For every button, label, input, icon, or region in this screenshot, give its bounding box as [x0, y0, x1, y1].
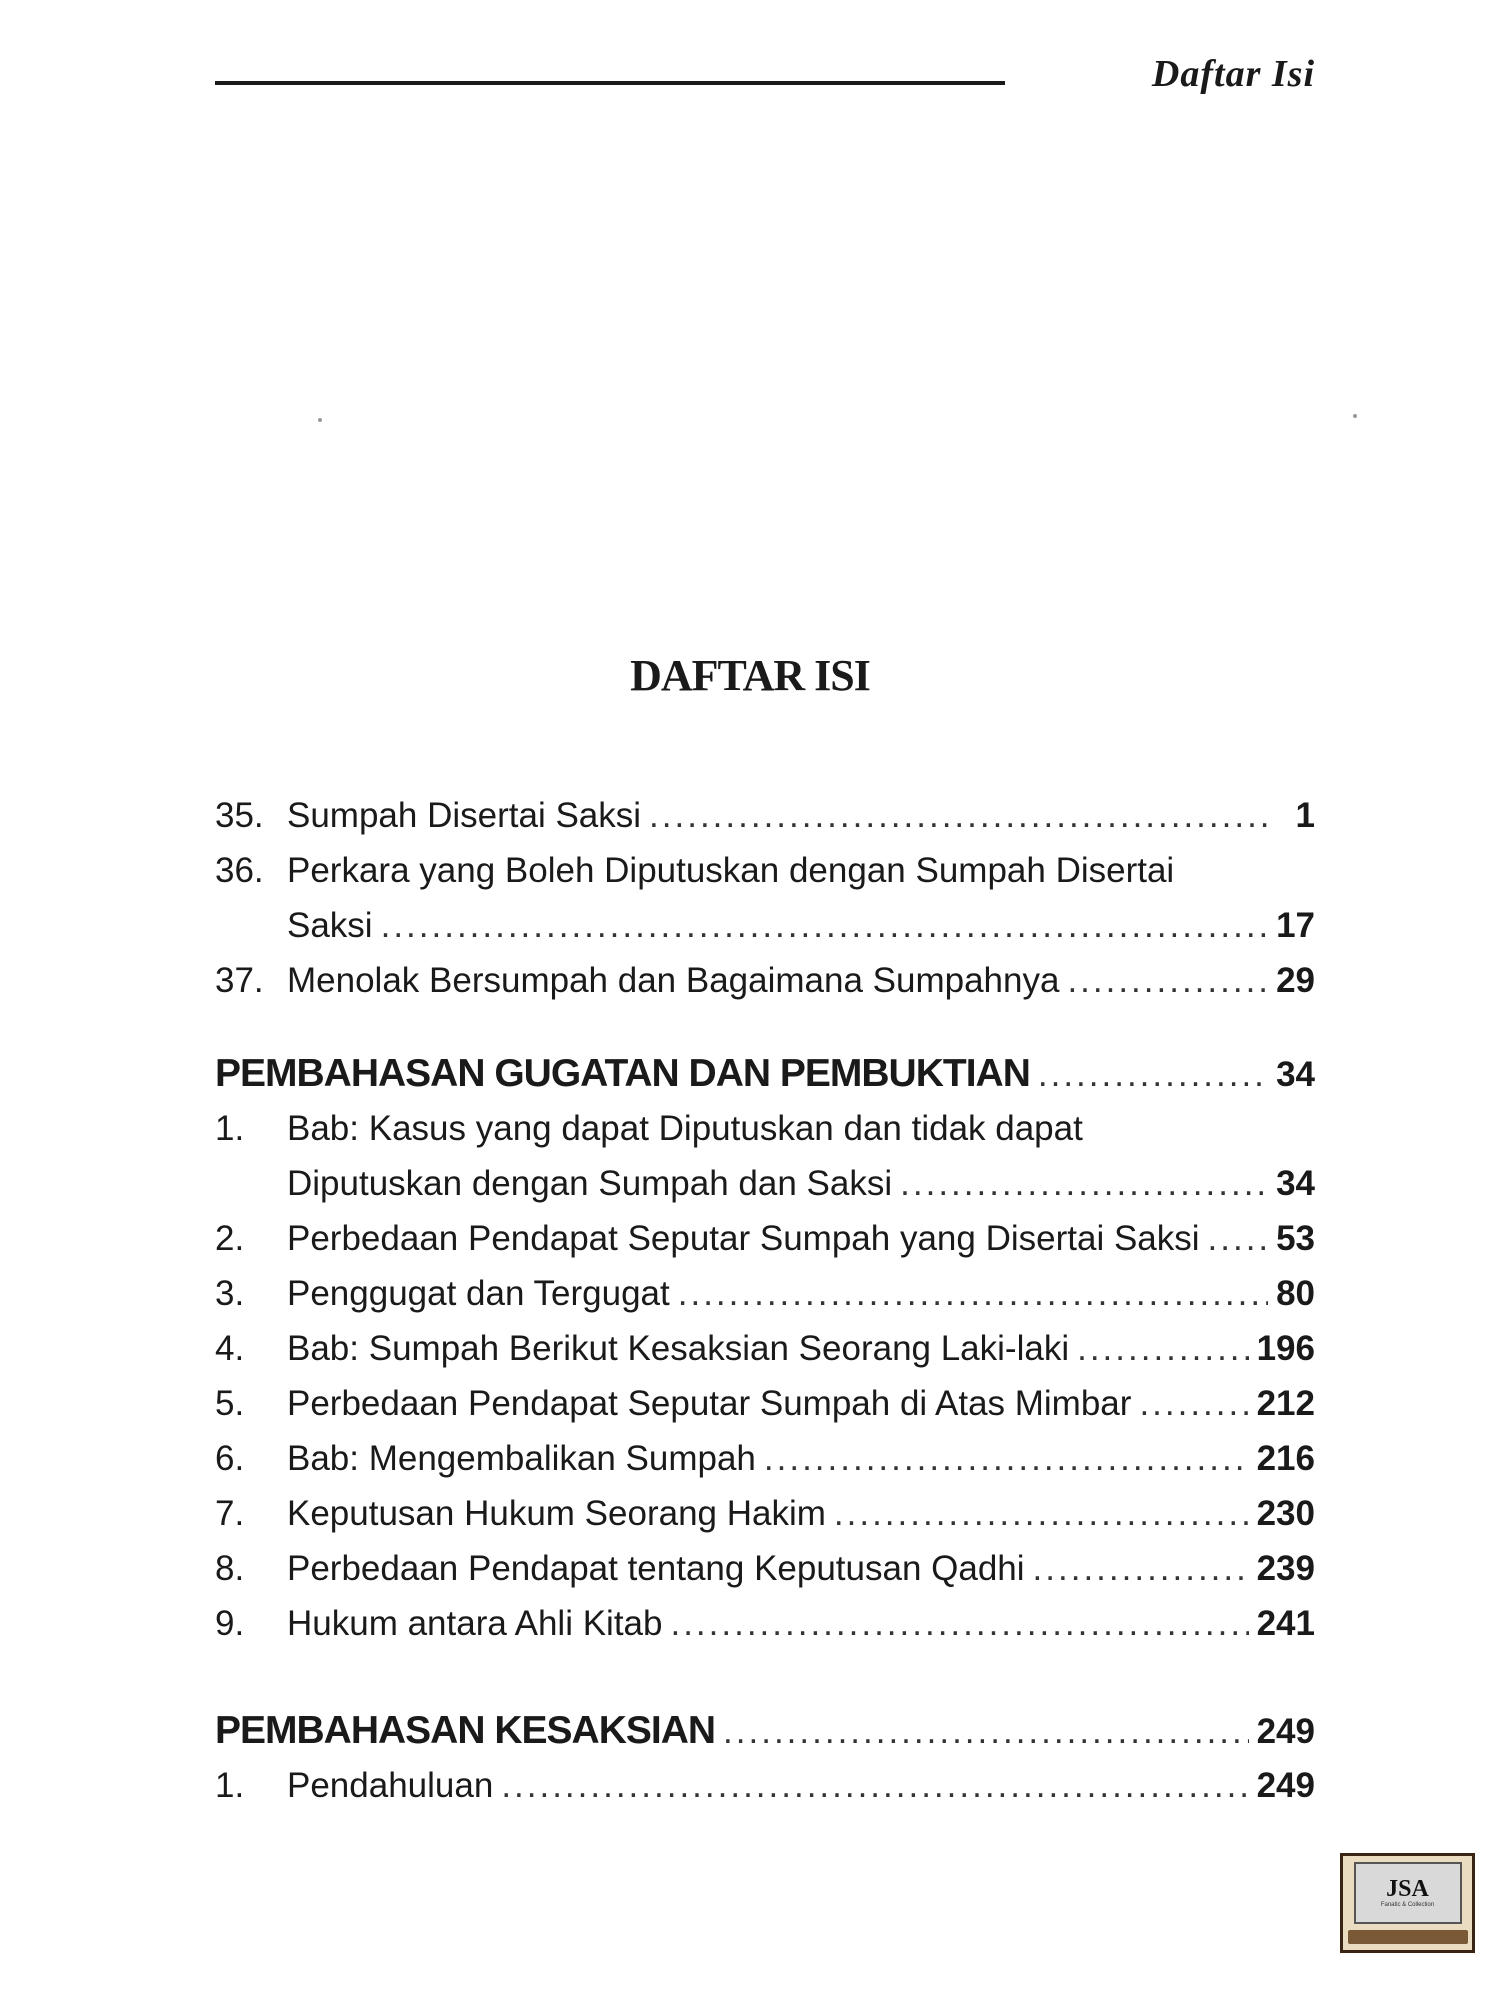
dot-leader — [1139, 1376, 1248, 1431]
dot-leader — [834, 1486, 1249, 1541]
entry-label: Perkara yang Boleh Diputuskan dengan Sumpah Disertai — [287, 851, 1175, 890]
logo-base — [1348, 1930, 1468, 1944]
section-heading-kesaksian[interactable] — [215, 1703, 1315, 1758]
entry-page: 196 — [1256, 1329, 1315, 1368]
entry-page: 80 — [1276, 1274, 1315, 1313]
entry-number: 37. — [215, 961, 264, 1000]
entry-page: 17 — [1276, 906, 1315, 945]
jsa-logo — [1340, 1853, 1475, 1953]
header-rule — [215, 81, 1005, 85]
entry-page: 53 — [1276, 1219, 1315, 1258]
entry-label: Perbedaan Pendapat Seputar Sumpah di Atas Mimbar — [287, 1384, 1132, 1423]
entry-label: Diputuskan dengan Sumpah dan Saksi — [287, 1164, 893, 1203]
dot-leader — [1038, 1047, 1268, 1102]
entry-label: Bab: Mengembalikan Sumpah — [287, 1439, 756, 1478]
entry-number: 9. — [215, 1604, 245, 1643]
toc-entry-g8[interactable] — [215, 1541, 1315, 1596]
entry-page: 34 — [1276, 1164, 1315, 1203]
dot-leader — [649, 788, 1273, 843]
entry-label: Keputusan Hukum Seorang Hakim — [287, 1494, 826, 1533]
toc-entry-k1[interactable] — [215, 1758, 1315, 1813]
toc-entry-g2[interactable] — [215, 1211, 1315, 1266]
section-page: 34 — [1276, 1055, 1315, 1094]
page-title: DAFTAR ISI — [630, 651, 870, 700]
entry-number: 8. — [215, 1549, 245, 1588]
toc-entry-35[interactable] — [215, 788, 1315, 843]
entry-number: 6. — [215, 1439, 245, 1478]
toc-entry-36[interactable] — [215, 843, 1315, 898]
entry-number: 36. — [215, 851, 264, 890]
entry-number: 1. — [215, 1766, 245, 1805]
entry-number: 2. — [215, 1219, 245, 1258]
toc-entry-36-continued[interactable] — [215, 898, 1315, 953]
entry-page: 29 — [1276, 961, 1315, 1000]
dot-leader — [1208, 1211, 1269, 1266]
toc-entry-37[interactable] — [215, 953, 1315, 1008]
entry-label: Penggugat dan Tergugat — [287, 1274, 670, 1313]
entry-page: 239 — [1256, 1549, 1315, 1588]
entry-label: Bab: Kasus yang dapat Diputuskan dan tidak dapat — [287, 1109, 1083, 1148]
logo-subtitle: Fanatic & Collection — [1380, 1902, 1435, 1908]
dot-leader — [1067, 953, 1268, 1008]
entry-number: 7. — [215, 1494, 245, 1533]
section-title: PEMBAHASAN KESAKSIAN — [215, 1709, 716, 1752]
entry-label: Hukum antara Ahli Kitab — [287, 1604, 663, 1643]
entry-number: 35. — [215, 796, 264, 835]
section-page: 249 — [1256, 1712, 1315, 1751]
dot-leader — [678, 1266, 1268, 1321]
toc-entry-g3[interactable] — [215, 1266, 1315, 1321]
section-title: PEMBAHASAN GUGATAN DAN PEMBUKTIAN — [215, 1052, 1030, 1095]
toc-entry-g1[interactable] — [215, 1101, 1315, 1156]
running-header — [215, 52, 1315, 112]
toc-entry-g6[interactable] — [215, 1431, 1315, 1486]
toc-entry-g9[interactable] — [215, 1596, 1315, 1651]
entry-number: 4. — [215, 1329, 245, 1368]
entry-label: Perbedaan Pendapat tentang Keputusan Qadhi — [287, 1549, 1025, 1588]
entry-page: 1 — [1295, 796, 1315, 835]
table-of-contents — [215, 788, 1315, 1813]
dot-leader — [1033, 1541, 1249, 1596]
entry-page: 216 — [1256, 1439, 1315, 1478]
entry-page: 212 — [1256, 1384, 1315, 1423]
entry-number: 1. — [215, 1109, 245, 1148]
logo-text: JSA — [1386, 1876, 1429, 1902]
toc-entry-g4[interactable] — [215, 1321, 1315, 1376]
dot-leader — [900, 1156, 1268, 1211]
section-heading-gugatan[interactable] — [215, 1046, 1315, 1101]
entry-label: Bab: Sumpah Berikut Kesaksian Seorang Laki-laki — [287, 1329, 1070, 1368]
dot-leader — [1077, 1321, 1248, 1376]
logo-screen — [1354, 1862, 1462, 1924]
scan-speck — [1353, 414, 1357, 418]
dot-leader — [764, 1431, 1249, 1486]
entry-label: Pendahuluan — [287, 1766, 494, 1805]
dot-leader — [723, 1704, 1249, 1759]
toc-entry-g1-continued[interactable] — [215, 1156, 1315, 1211]
scan-speck — [318, 418, 322, 422]
entry-number: 3. — [215, 1274, 245, 1313]
toc-entry-g7[interactable] — [215, 1486, 1315, 1541]
entry-label: Menolak Bersumpah dan Bagaimana Sumpahnya — [287, 961, 1060, 1000]
dot-leader — [670, 1596, 1248, 1651]
dot-leader — [501, 1758, 1248, 1813]
entry-number: 5. — [215, 1384, 245, 1423]
entry-page: 249 — [1256, 1766, 1315, 1805]
dot-leader — [381, 898, 1268, 953]
header-title: Daftar Isi — [1151, 53, 1315, 95]
entry-label: Saksi — [287, 906, 373, 945]
entry-label: Sumpah Disertai Saksi — [287, 796, 642, 835]
entry-page: 241 — [1256, 1604, 1315, 1643]
toc-entry-g5[interactable] — [215, 1376, 1315, 1431]
entry-page: 230 — [1256, 1494, 1315, 1533]
entry-label: Perbedaan Pendapat Seputar Sumpah yang Disertai Saksi — [287, 1219, 1200, 1258]
